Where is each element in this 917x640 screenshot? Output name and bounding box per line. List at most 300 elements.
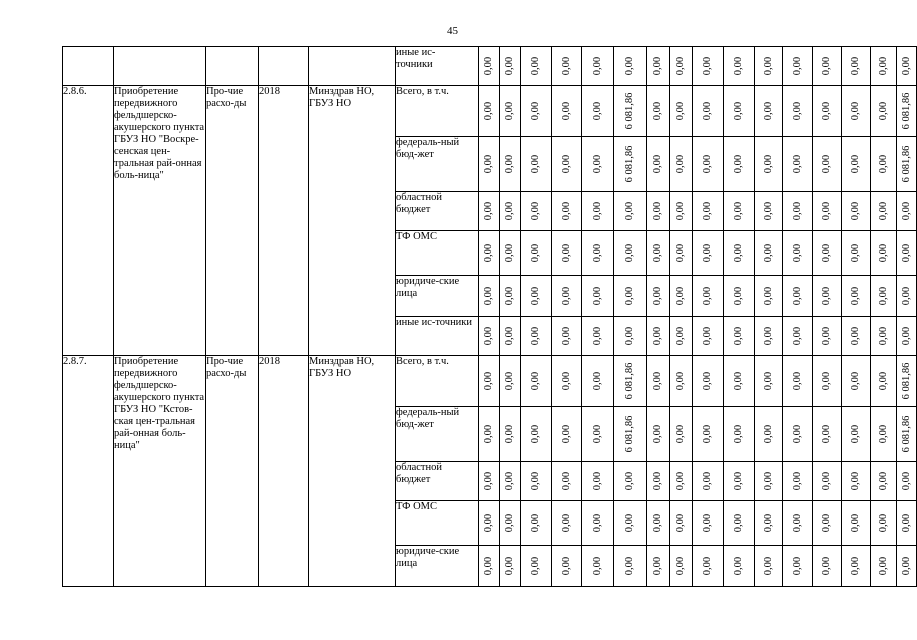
value-text: 0,00 <box>591 556 603 576</box>
value-cell <box>783 407 813 462</box>
value-text: 0,00 <box>877 154 889 174</box>
value-text: 0,00 <box>483 424 494 444</box>
value-text: 0,00 <box>530 154 541 174</box>
value-cell <box>693 86 724 137</box>
value-cell <box>582 47 614 86</box>
value-cell <box>614 276 647 317</box>
value-text: 0,00 <box>900 471 912 491</box>
value-cell <box>670 47 693 86</box>
value-text: 0,00 <box>702 471 713 491</box>
value-text: 0,00 <box>791 424 803 444</box>
value-cell <box>871 356 897 407</box>
empty-cell <box>63 47 114 86</box>
value-text: 0,00 <box>560 201 572 221</box>
value-cell <box>647 317 670 356</box>
value-text: 0,00 <box>900 56 912 76</box>
value-text: 0,00 <box>877 56 889 76</box>
value-text: 0,00 <box>900 286 912 306</box>
value-text: 0,00 <box>483 286 494 306</box>
value-text: 6 081,86 <box>900 92 912 130</box>
value-cell <box>479 276 500 317</box>
value-cell <box>897 407 917 462</box>
value-text: 0,00 <box>702 286 713 306</box>
value-text: 0,00 <box>483 513 494 533</box>
value-text: 0,00 <box>821 154 832 174</box>
value-text: 0,00 <box>702 154 713 174</box>
value-cell <box>842 407 871 462</box>
value-cell <box>647 137 670 192</box>
value-cell <box>897 317 917 356</box>
value-text: 0,00 <box>791 154 803 174</box>
value-text: 0,00 <box>733 326 744 346</box>
value-text: 0,00 <box>762 201 774 221</box>
value-cell <box>670 192 693 231</box>
value-cell <box>813 47 842 86</box>
value-cell <box>871 231 897 276</box>
value-cell <box>897 86 917 137</box>
value-text: 0,00 <box>900 201 912 221</box>
value-cell <box>479 501 500 546</box>
value-text: 0,00 <box>877 326 889 346</box>
value-cell <box>552 47 582 86</box>
value-text: 0,00 <box>821 201 832 221</box>
value-cell <box>897 47 917 86</box>
value-cell <box>755 356 783 407</box>
value-cell <box>521 462 552 501</box>
value-cell <box>614 356 647 407</box>
value-text: 0,00 <box>591 424 603 444</box>
value-cell <box>582 317 614 356</box>
value-cell <box>783 137 813 192</box>
value-cell <box>693 192 724 231</box>
value-cell <box>521 501 552 546</box>
value-text: 6 081,86 <box>624 362 635 400</box>
item-name: Приобретение передвижного фельдшерско-акушерского пункта ГБУЗ НО "Воскре-сенская цен-тральная рай-онная боль-ница" <box>114 86 206 356</box>
value-text: 6 081,86 <box>624 92 635 130</box>
value-text: 0,00 <box>504 424 515 444</box>
value-text: 0,00 <box>702 371 713 391</box>
funding-source: Всего, в т.ч. <box>396 356 479 407</box>
value-text: 0,00 <box>733 286 744 306</box>
value-cell <box>521 317 552 356</box>
value-cell <box>693 407 724 462</box>
value-text: 0,00 <box>821 471 832 491</box>
value-cell <box>552 462 582 501</box>
value-cell <box>842 86 871 137</box>
value-text: 0,00 <box>702 424 713 444</box>
value-text: 0,00 <box>675 371 686 391</box>
value-cell <box>813 86 842 137</box>
value-text: 0,00 <box>702 326 713 346</box>
value-text: 0,00 <box>733 243 744 263</box>
value-text: 0,00 <box>530 326 541 346</box>
value-text: 0,00 <box>530 201 541 221</box>
value-text: 0,00 <box>850 326 861 346</box>
value-text: 0,00 <box>624 201 635 221</box>
value-text: 0,00 <box>821 286 832 306</box>
value-cell <box>897 137 917 192</box>
value-text: 0,00 <box>877 471 889 491</box>
value-text: 0,00 <box>624 513 635 533</box>
value-cell <box>479 462 500 501</box>
value-cell <box>724 276 755 317</box>
value-text: 0,00 <box>762 56 774 76</box>
value-text: 0,00 <box>762 101 774 121</box>
value-text: 0,00 <box>504 101 515 121</box>
value-cell <box>897 231 917 276</box>
value-cell <box>897 276 917 317</box>
value-text: 0,00 <box>591 101 603 121</box>
value-cell <box>842 356 871 407</box>
value-text: 0,00 <box>791 371 803 391</box>
value-text: 0,00 <box>850 471 861 491</box>
value-text: 0,00 <box>877 286 889 306</box>
value-cell <box>724 356 755 407</box>
value-text: 0,00 <box>530 286 541 306</box>
value-cell <box>842 276 871 317</box>
value-text: 0,00 <box>900 243 912 263</box>
value-text: 0,00 <box>591 243 603 263</box>
value-text: 0,00 <box>791 513 803 533</box>
value-text: 0,00 <box>560 556 572 576</box>
value-cell <box>813 231 842 276</box>
value-text: 0,00 <box>483 154 494 174</box>
value-text: 0,00 <box>791 471 803 491</box>
value-text: 0,00 <box>591 513 603 533</box>
value-text: 0,00 <box>733 101 744 121</box>
value-cell <box>783 231 813 276</box>
table-row <box>63 356 917 407</box>
value-cell <box>582 137 614 192</box>
value-text: 0,00 <box>675 513 686 533</box>
value-text: 0,00 <box>821 326 832 346</box>
value-cell <box>647 192 670 231</box>
funding-source: федераль-ный бюд-жет <box>396 407 479 462</box>
value-text: 0,00 <box>877 556 889 576</box>
value-text: 0,00 <box>762 424 774 444</box>
value-cell <box>842 231 871 276</box>
value-cell <box>521 192 552 231</box>
value-text: 6 081,86 <box>900 145 912 183</box>
value-text: 0,00 <box>702 556 713 576</box>
value-cell <box>813 317 842 356</box>
value-text: 0,00 <box>850 201 861 221</box>
value-text: 0,00 <box>900 513 912 533</box>
value-cell <box>783 317 813 356</box>
value-cell <box>582 462 614 501</box>
value-cell <box>647 501 670 546</box>
value-text: 0,00 <box>560 56 572 76</box>
value-cell <box>552 86 582 137</box>
value-cell <box>724 192 755 231</box>
value-cell <box>693 356 724 407</box>
value-cell <box>552 276 582 317</box>
item-executor: Минздрав НО, ГБУЗ НО <box>309 86 396 356</box>
value-cell <box>693 276 724 317</box>
value-cell <box>842 137 871 192</box>
value-text: 0,00 <box>591 56 603 76</box>
value-cell <box>647 546 670 587</box>
value-text: 0,00 <box>791 201 803 221</box>
value-cell <box>552 317 582 356</box>
item-year: 2018 <box>259 356 309 587</box>
value-cell <box>582 192 614 231</box>
value-cell <box>755 231 783 276</box>
value-text: 0,00 <box>530 513 541 533</box>
value-cell <box>670 231 693 276</box>
value-text: 0,00 <box>504 243 515 263</box>
value-text: 0,00 <box>733 424 744 444</box>
value-text: 0,00 <box>530 371 541 391</box>
value-cell <box>670 546 693 587</box>
value-cell <box>479 317 500 356</box>
value-cell <box>897 192 917 231</box>
value-cell <box>582 86 614 137</box>
value-text: 0,00 <box>530 556 541 576</box>
value-text: 0,00 <box>850 371 861 391</box>
value-text: 0,00 <box>560 243 572 263</box>
value-text: 0,00 <box>652 101 663 121</box>
value-cell <box>647 462 670 501</box>
value-cell <box>582 546 614 587</box>
value-cell <box>614 137 647 192</box>
value-cell <box>582 501 614 546</box>
value-text: 0,00 <box>560 101 572 121</box>
value-cell <box>500 276 521 317</box>
value-cell <box>479 47 500 86</box>
funding-source: иные ис- точники <box>396 47 479 86</box>
value-text: 0,00 <box>791 556 803 576</box>
value-cell <box>552 501 582 546</box>
value-text: 0,00 <box>560 326 572 346</box>
value-text: 0,00 <box>591 154 603 174</box>
value-cell <box>670 317 693 356</box>
value-cell <box>647 231 670 276</box>
value-cell <box>552 137 582 192</box>
page-number: 45 <box>447 25 458 37</box>
value-cell <box>552 231 582 276</box>
value-cell <box>897 356 917 407</box>
value-cell <box>647 86 670 137</box>
value-text: 0,00 <box>530 56 541 76</box>
value-cell <box>871 137 897 192</box>
value-cell <box>783 86 813 137</box>
value-cell <box>693 501 724 546</box>
value-text: 0,00 <box>733 201 744 221</box>
funding-source: федераль-ный бюд-жет <box>396 137 479 192</box>
value-cell <box>521 546 552 587</box>
value-cell <box>552 192 582 231</box>
value-text: 0,00 <box>733 371 744 391</box>
empty-cell <box>309 47 396 86</box>
value-cell <box>479 231 500 276</box>
value-cell <box>813 276 842 317</box>
item-category: Про-чие расхо-ды <box>206 356 259 587</box>
value-text: 0,00 <box>850 424 861 444</box>
value-cell <box>755 192 783 231</box>
value-cell <box>614 47 647 86</box>
funding-source: юридиче-ские лица <box>396 546 479 587</box>
value-text: 0,00 <box>791 326 803 346</box>
value-cell <box>871 546 897 587</box>
value-text: 0,00 <box>702 101 713 121</box>
value-text: 0,00 <box>675 154 686 174</box>
value-cell <box>647 356 670 407</box>
value-text: 0,00 <box>733 471 744 491</box>
value-text: 0,00 <box>483 201 494 221</box>
value-cell <box>614 501 647 546</box>
value-text: 0,00 <box>762 286 774 306</box>
value-cell <box>479 192 500 231</box>
value-text: 0,00 <box>504 286 515 306</box>
value-text: 0,00 <box>504 201 515 221</box>
value-text: 0,00 <box>877 243 889 263</box>
value-text: 0,00 <box>821 101 832 121</box>
value-cell <box>647 276 670 317</box>
funding-source: ТФ ОМС <box>396 231 479 276</box>
value-cell <box>871 192 897 231</box>
value-cell <box>670 356 693 407</box>
value-text: 0,00 <box>675 56 686 76</box>
value-text: 0,00 <box>652 286 663 306</box>
value-text: 0,00 <box>762 513 774 533</box>
item-code: 2.8.7. <box>63 356 114 587</box>
value-cell <box>897 501 917 546</box>
value-cell <box>500 192 521 231</box>
value-cell <box>693 231 724 276</box>
value-cell <box>724 317 755 356</box>
value-text: 0,00 <box>900 326 912 346</box>
funding-source: Всего, в т.ч. <box>396 86 479 137</box>
empty-cell <box>206 47 259 86</box>
value-text: 0,00 <box>850 154 861 174</box>
value-text: 0,00 <box>850 243 861 263</box>
value-text: 0,00 <box>733 513 744 533</box>
value-text: 0,00 <box>483 471 494 491</box>
value-cell <box>871 276 897 317</box>
value-cell <box>500 137 521 192</box>
value-cell <box>521 137 552 192</box>
value-cell <box>724 137 755 192</box>
value-cell <box>693 47 724 86</box>
value-text: 0,00 <box>675 101 686 121</box>
value-cell <box>813 192 842 231</box>
value-cell <box>479 137 500 192</box>
value-text: 0,00 <box>483 243 494 263</box>
value-cell <box>693 317 724 356</box>
value-cell <box>552 356 582 407</box>
value-text: 0,00 <box>483 556 494 576</box>
value-cell <box>783 546 813 587</box>
value-text: 0,00 <box>791 56 803 76</box>
value-text: 0,00 <box>900 556 912 576</box>
value-text: 0,00 <box>652 424 663 444</box>
value-cell <box>479 356 500 407</box>
value-cell <box>552 407 582 462</box>
value-text: 0,00 <box>850 101 861 121</box>
value-text: 0,00 <box>483 56 494 76</box>
value-cell <box>500 462 521 501</box>
value-cell <box>783 47 813 86</box>
item-category: Про-чие расхо-ды <box>206 86 259 356</box>
value-text: 0,00 <box>850 56 861 76</box>
empty-cell <box>114 47 206 86</box>
value-text: 0,00 <box>504 56 515 76</box>
item-year: 2018 <box>259 86 309 356</box>
value-cell <box>897 462 917 501</box>
value-text: 0,00 <box>877 101 889 121</box>
value-text: 0,00 <box>560 513 572 533</box>
value-cell <box>813 462 842 501</box>
value-text: 0,00 <box>624 326 635 346</box>
value-text: 0,00 <box>877 371 889 391</box>
value-cell <box>783 462 813 501</box>
value-text: 0,00 <box>702 513 713 533</box>
value-cell <box>871 317 897 356</box>
value-text: 0,00 <box>675 471 686 491</box>
value-text: 0,00 <box>504 371 515 391</box>
value-text: 0,00 <box>791 101 803 121</box>
value-text: 0,00 <box>762 154 774 174</box>
value-cell <box>500 47 521 86</box>
value-cell <box>755 86 783 137</box>
value-cell <box>479 86 500 137</box>
value-text: 0,00 <box>530 243 541 263</box>
value-cell <box>500 317 521 356</box>
empty-cell <box>259 47 309 86</box>
value-text: 0,00 <box>821 513 832 533</box>
value-text: 0,00 <box>702 243 713 263</box>
value-text: 0,00 <box>624 556 635 576</box>
value-cell <box>755 462 783 501</box>
value-cell <box>500 546 521 587</box>
value-cell <box>500 231 521 276</box>
value-text: 0,00 <box>624 56 635 76</box>
value-cell <box>670 501 693 546</box>
value-cell <box>647 47 670 86</box>
value-text: 0,00 <box>483 101 494 121</box>
value-cell <box>871 86 897 137</box>
value-cell <box>670 137 693 192</box>
value-cell <box>670 86 693 137</box>
value-text: 6 081,86 <box>900 362 912 400</box>
value-cell <box>755 546 783 587</box>
value-text: 0,00 <box>791 243 803 263</box>
value-text: 0,00 <box>652 513 663 533</box>
value-text: 0,00 <box>624 243 635 263</box>
value-text: 0,00 <box>591 286 603 306</box>
value-text: 0,00 <box>652 556 663 576</box>
value-text: 0,00 <box>877 201 889 221</box>
table-row <box>63 47 917 86</box>
funding-source: юридиче-ские лица <box>396 276 479 317</box>
value-cell <box>614 192 647 231</box>
value-text: 0,00 <box>560 424 572 444</box>
value-text: 0,00 <box>591 371 603 391</box>
value-text: 0,00 <box>675 286 686 306</box>
value-text: 0,00 <box>850 556 861 576</box>
value-text: 0,00 <box>652 371 663 391</box>
value-text: 0,00 <box>821 56 832 76</box>
value-cell <box>670 407 693 462</box>
value-cell <box>783 192 813 231</box>
value-text: 0,00 <box>675 424 686 444</box>
value-text: 0,00 <box>504 326 515 346</box>
value-cell <box>647 407 670 462</box>
budget-table <box>62 46 917 587</box>
value-text: 0,00 <box>624 471 635 491</box>
value-cell <box>813 137 842 192</box>
